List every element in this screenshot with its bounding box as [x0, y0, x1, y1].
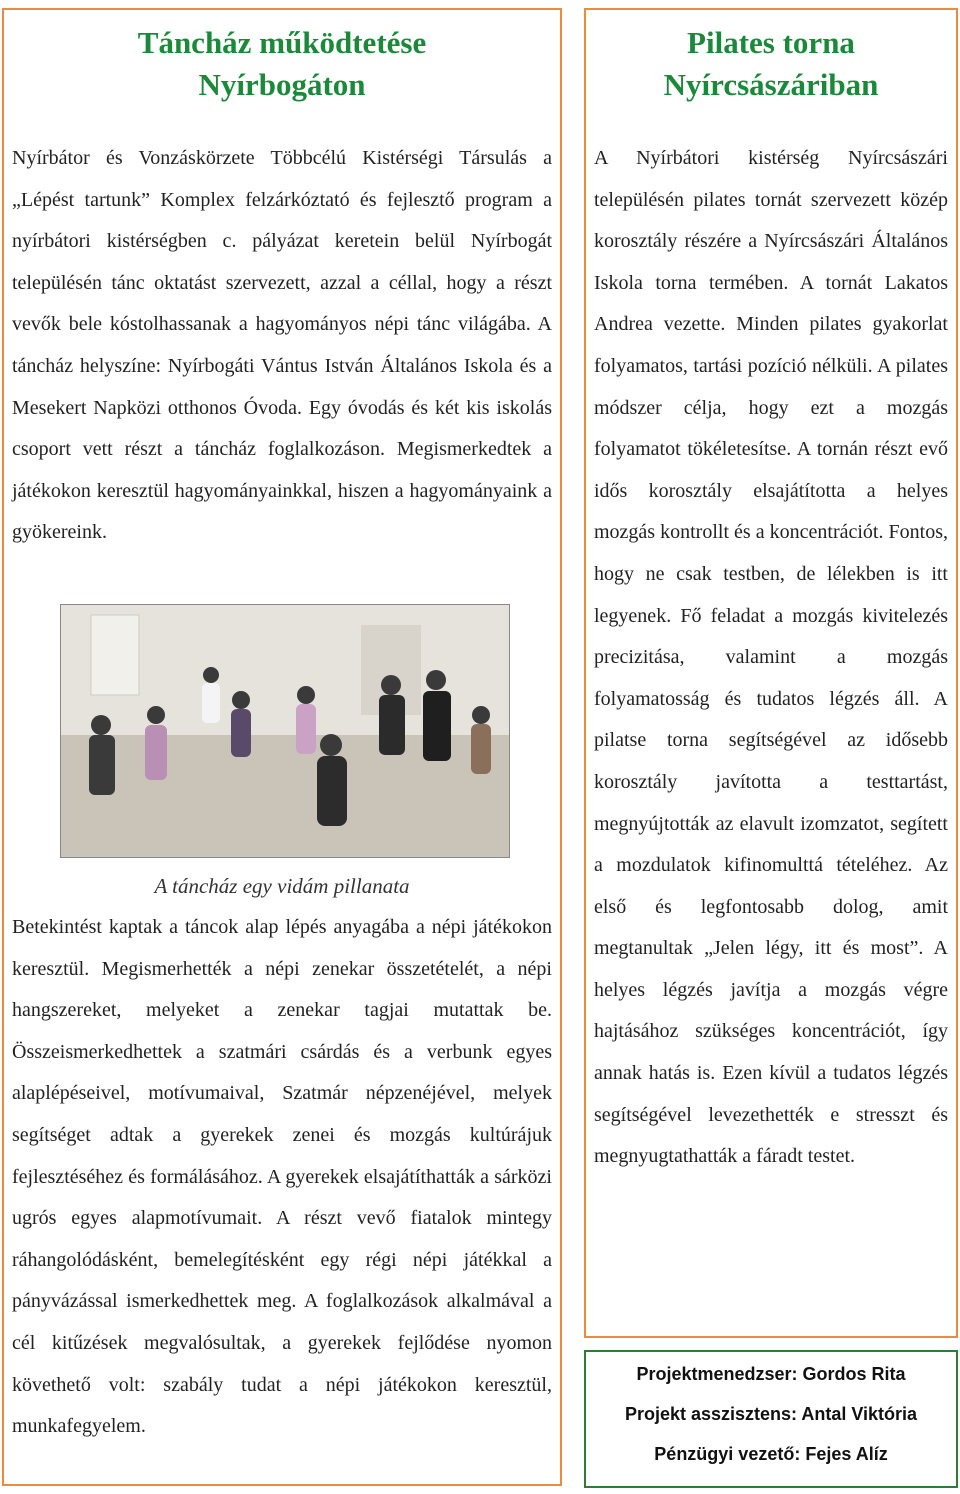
- dance-house-photo: [60, 604, 510, 858]
- credit-project-assistant: Projekt asszisztens: Antal Viktória: [624, 1404, 918, 1424]
- right-title-line1: Pilates torna: [687, 25, 855, 60]
- right-title-line2: Nyírcsászáriban: [663, 67, 879, 102]
- credit-finance-lead: Pénzügyi vezető: Fejes Alíz: [654, 1444, 888, 1464]
- photo-caption: A táncház egy vidám pillanata: [154, 874, 410, 898]
- left-article-title: [4, 22, 560, 106]
- photo-illustration: [61, 605, 509, 857]
- left-article: [2, 8, 562, 1486]
- left-title-line2: Nyírbogáton: [198, 67, 366, 102]
- left-paragraph-2: Betekintést kaptak a táncok alap lépés anyagába a népi játékokon keresztül. Megismerhették a népi zenekar összetételét, a népi hangszereket, melyeket a zenekar tagjai mutattak be. Összeismerkedhettek a szatmári csárdás és a verbunk egyes alaplépéseivel, motívumaival, Szatmár népzenéjével, melyek segítséget adtak a gyerekek zenei és mozgás kultúrájuk fejlesztéséhez és formálásához. A gyerekek elsajátíthatták a sárközi ugrós egyes alapmotívumait. A részt vevő fiatalok mintegy ráhangolódásként, bemelegítésként egy régi népi játékkal a pányvázással ismerkedhettek meg. A foglalkozások alkalmával a cél kitűzések megvalósultak, a gyerekek fejlődése nyomon követhető volt: szabály tudat a népi játékokon keresztül, munkafegyelem.: [12, 916, 552, 1438]
- left-title-line1: Táncház működtetése: [137, 25, 427, 60]
- right-paragraph-1: A Nyírbátori kistérség Nyírcsászári településén pilates tornát szervezett közép korosztály részére a Nyírcsászári Általános Iskola torna termében. A tornát Lakatos Andrea vezette. Minden pilates gyakorlat folyamatos, tartási pozíció nélküli. A pilates módszer célja, hogy ezt a mozgás folyamatot tökéletesítse. A tornán részt evő idős korosztály elsajátította a helyes mozgás kontrollt és a koncentrációt. Fontos, hogy ne csak testben, de lélekben is itt legyenek. Fő feladat a mozgás kivitelezés precizitása, valamint a mozgás folyamatosság és tudatos légzés áll. A pilatse torna segítségével az idősebb korosztály javította a testtartást, megnyújtották az elavult izomzatot, segített a mozdulatok kifinomulttá tételéhez. Az első és legfontosabb dolog, amit megtanultak „Jelen légy, itt és most”. A helyes légzés javítja a mozgás végre hajtásához szükséges koncentrációt, így annak hatás is. Ezen kívül a tudatos légzés segítségével levezethették e stresszt és megnyugtathatták a fáradt testet.: [594, 147, 948, 1168]
- right-article: [584, 8, 958, 1338]
- left-paragraph-1: Nyírbátor és Vonzáskörzete Többcélú Kistérségi Társulás a „Lépést tartunk” Komplex felzárkóztató és fejlesztő program a nyírbátori kistérségben c. pályázat keretein belül Nyírbogát településén tánc oktatást szervezett, azzal a céllal, hogy a részt vevők bele kóstolhassanak a hagyományos népi tánc világába. A táncház helyszíne: Nyírbogáti Vántus István Általános Iskola és a Mesekert Napközi otthonos Óvoda. Egy óvodás és két kis iskolás csoport vett részt a táncház foglalkozáson. Megismerkedtek a játékokon keresztül hagyományainkkal, hiszen a hagyományaink a gyökereink.: [12, 147, 552, 544]
- credits-box: [584, 1350, 958, 1488]
- right-article-title: [586, 22, 956, 106]
- credit-project-manager: Projektmenedzser: Gordos Rita: [636, 1364, 906, 1384]
